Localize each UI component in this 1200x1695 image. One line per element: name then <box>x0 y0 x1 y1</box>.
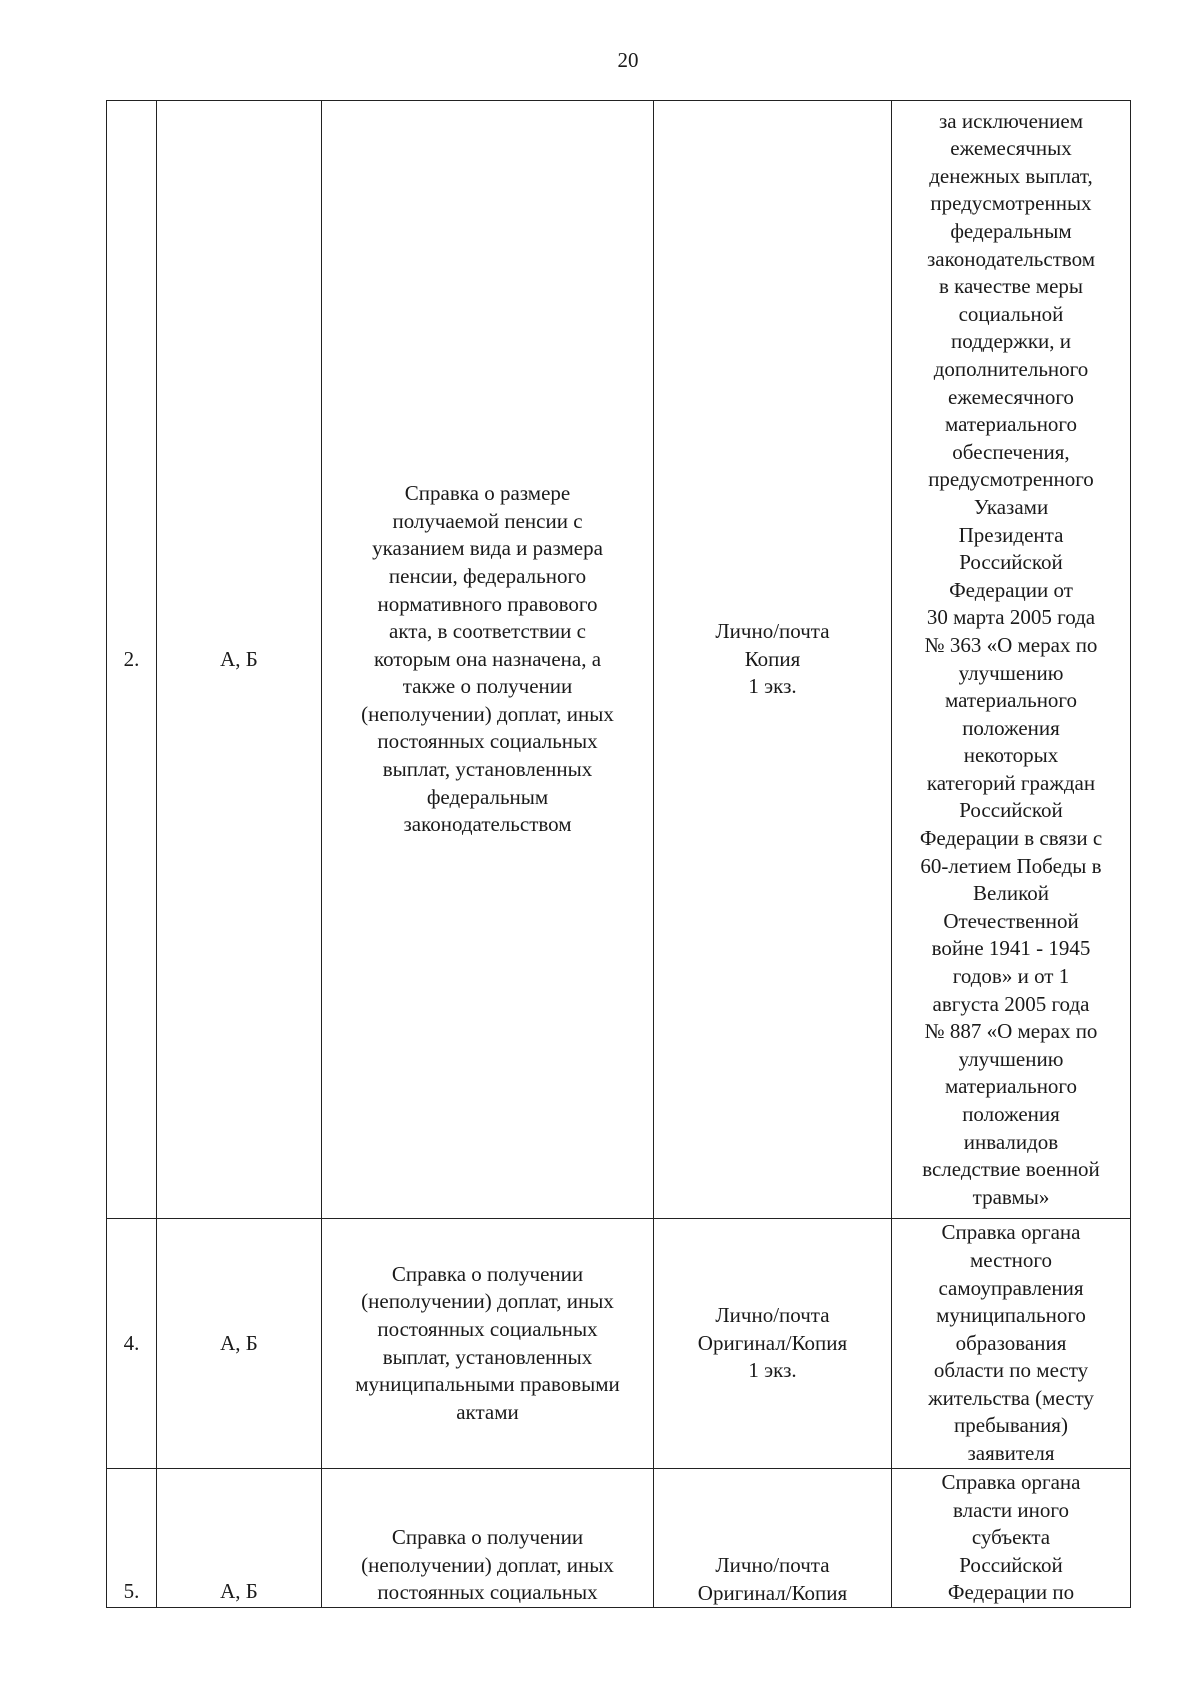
row-number: 5. <box>107 1469 157 1608</box>
submission-method: Лично/почта Оригинал/Копия <box>654 1469 892 1608</box>
table-row <box>107 1469 1131 1608</box>
document-name: Справка о получении (неполучении) доплат, иных постоянных социальных <box>322 1469 654 1608</box>
page-number: 20 <box>617 48 639 72</box>
applicant-category: А, Б <box>157 101 322 1219</box>
document-source: Справка органа местного самоуправления муниципального образования области по месту жительства (месту пребывания) заявителя <box>892 1219 1131 1469</box>
applicant-category: А, Б <box>157 1469 322 1608</box>
row-number: 4. <box>107 1219 157 1469</box>
document-source: за исключением ежемесячных денежных выплат, предусмотренных федеральным законодательством в качестве меры социальной поддержки, и дополнительного ежемесячного материального обеспечения, предусмотренного Указами Президента Российской Федерации от 30 марта 2005 года № 363 «О мерах по улучшению материального положения некоторых категорий граждан Российской Федерации в связи с 60-летием Победы в Великой Отечественной войне 1941 - 1945 годов» и от 1 августа 2005 года № 887 «О мерах по улучшению материального положения инвалидов вследствие военной травмы» <box>892 101 1131 1219</box>
applicant-category: А, Б <box>157 1219 322 1469</box>
row-number: 2. <box>107 101 157 1219</box>
submission-method: Лично/почта Копия 1 экз. <box>654 101 892 1219</box>
submission-method: Лично/почта Оригинал/Копия 1 экз. <box>654 1219 892 1469</box>
table-row <box>107 101 1131 1219</box>
documents-table <box>106 100 1131 1608</box>
document-source: Справка органа власти иного субъекта Российской Федерации по <box>892 1469 1131 1608</box>
document-name: Справка о размере получаемой пенсии с указанием вида и размера пенсии, федерального нормативного правового акта, в соответствии с которым она назначена, а также о получении (неполучении) доплат, иных постоянных социальных выплат, установленных федеральным законодательством <box>322 101 654 1219</box>
table-row <box>107 1219 1131 1469</box>
document-name: Справка о получении (неполучении) доплат, иных постоянных социальных выплат, установленных муниципальными правовыми актами <box>322 1219 654 1469</box>
